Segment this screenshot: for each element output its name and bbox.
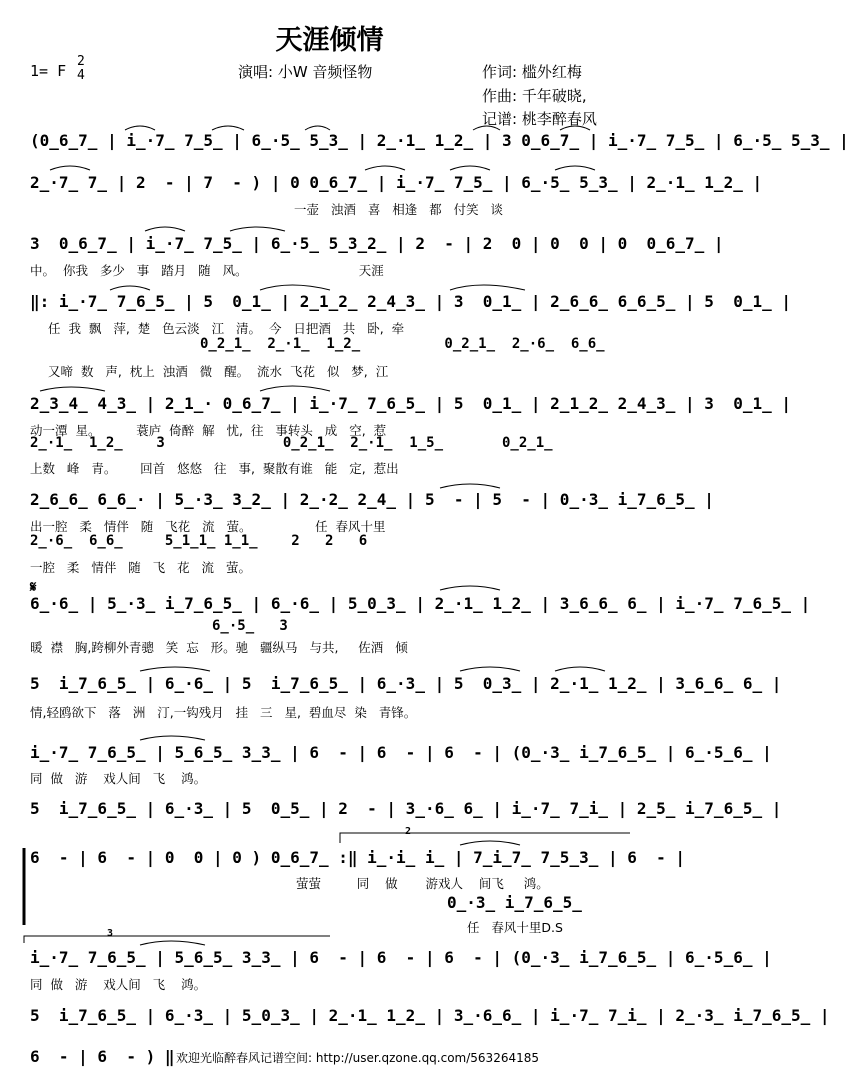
lyric-line-7: 出一腔 柔 情伴 随 飞花 流 萤。 任 春风十里: [30, 519, 386, 534]
lyric-line-1: 一壶 浊酒 喜 相逢 都 付笑 谈: [294, 202, 504, 217]
lyric-line-8: 一腔 柔 情伴 随 飞 花 流 萤。: [30, 560, 251, 575]
slur: [125, 126, 155, 130]
notation-line-11b: 0̲·3̲ i̲7̲6̲5̲: [447, 893, 582, 912]
lyric-line-12: 萤萤 同 做 游戏人 间飞 鸿。: [296, 876, 549, 891]
song-title: 天涯倾情: [275, 25, 384, 56]
notation-line-5: 2̲3̲4̲ 4̲3̲ | 2̲1̲· 0̲6̲7̲ | i̲·7̲ 7̲6̲5̲ | 5 0̲1̲ | 2̲1̲2̲ 2̲4̲3̲ | 3 0̲1̲ |: [30, 394, 791, 413]
lyricist-credit: 作词: 槛外红梅: [482, 63, 582, 81]
slur: [440, 586, 500, 590]
lyric-line-13: 任 春风十里D.S: [467, 920, 563, 935]
lyric-line-10: 情,轻鸥欲下 落 洲 汀,一钩残月 挂 三 星, 碧血尽 染 青锋。: [30, 705, 417, 720]
slur: [140, 667, 210, 671]
lyric-line-9: 暖 襟 胸,跨柳外青骢 笑 忘 形。驰 疆纵马 与共, 佐酒 倾: [30, 640, 408, 655]
notation-line-6: 2̲6̲6̲ 6̲6̲· | 5̲·3̲ 3̲2̲ | 2̲·2̲ 2̲4̲ | 5 - | 5 - | 0̲·3̲ i̲7̲6̲5̲ |: [30, 490, 714, 509]
volta-number-2: 2: [405, 826, 412, 837]
slur: [145, 227, 185, 231]
notation-line-6b: 2̲·6̲ 6̲6̲ 5̲1̲1̲ 1̲1̲ 2 2 6: [30, 533, 368, 549]
slur: [40, 387, 105, 391]
volta-number-3: 3: [107, 928, 114, 939]
slur: [555, 667, 605, 671]
lyric-line-6: 上数 峰 青。 回首 悠悠 往 事, 聚散有谁 能 定, 惹出: [30, 461, 399, 476]
slur: [140, 736, 205, 740]
time-signature-bottom: 4: [77, 68, 85, 83]
notation-line-7b: 6̲·5̲ 3: [212, 618, 288, 634]
lyric-line-11: 同 做 游 戏人间 飞 鸿。: [30, 771, 207, 786]
slur: [450, 166, 490, 170]
notation-line-4: ‖: i̲·7̲ 7̲6̲5̲ | 5 0̲1̲ | 2̲1̲2̲ 2̲4̲3̲ | 3 0̲1̲ | 2̲6̲6̲ 6̲6̲5̲ | 5 0̲1̲ |: [30, 292, 791, 311]
notation-line-12: i̲·7̲ 7̲6̲5̲ | 5̲6̲5̲ 3̲3̲ | 6 - | 6 - | 6 - | (0̲·3̲ i̲7̲6̲5̲ | 6̲·5̲6̲ |: [30, 948, 772, 967]
slur: [460, 667, 520, 671]
notation-line-10: 5 i̲7̲6̲5̲ | 6̲·3̲ | 5 0̲5̲ | 2 - | 3̲·6̲ 6̲ | i̲·7̲ 7̲i̲ | 2̲5̲ i̲7̲6̲5̲ |: [30, 799, 782, 818]
slur: [50, 166, 90, 170]
volta-bracket-2: [340, 833, 630, 843]
slur: [365, 166, 405, 170]
slur: [212, 126, 244, 130]
lyric-line-5: 动一潭 星。 蓑庐 倚醉 解 忧, 往 事转头 成 空, 惹: [30, 423, 387, 438]
slur: [260, 285, 330, 290]
slur: [450, 285, 525, 290]
slur: [260, 386, 330, 391]
notation-line-8: 5 i̲7̲6̲5̲ | 6̲·6̲ | 5 i̲7̲6̲5̲ | 6̲·3̲ | 5 0̲3̲ | 2̲·1̲ 1̲2̲ | 3̲6̲6̲ 6̲ |: [30, 674, 782, 693]
slur: [460, 841, 520, 845]
lyric-line-3: 任 我 飘 萍, 楚 色云淡 江 清。 今 日把酒 共 卧, 牵: [48, 321, 405, 336]
transcriber-credit: 记谱: 桃李醉春风: [482, 110, 597, 128]
notation-line-5b: 2̲·1̲ 1̲2̲ 3 0̲2̲1̲ 2̲·1̲ 1̲5̲ 0̲2̲1̲: [30, 435, 553, 451]
notation-line-4b: 0̲2̲1̲ 2̲·1̲ 1̲2̲ 0̲2̲1̲ 2̲·6̲ 6̲6̲: [200, 336, 605, 352]
notation-line-3: 3 0̲6̲7̲ | i̲·7̲ 7̲5̲ | 6̲·5̲ 5̲3̲2̲ | 2 - | 2 0 | 0 0 | 0 0̲6̲7̲ |: [30, 234, 724, 253]
slur: [230, 227, 285, 231]
lyric-line-2: 中。 你我 多少 事 踏月 随 风。 天涯: [30, 263, 384, 278]
notation-line-1: (0̲6̲7̲ | i̲·7̲ 7̲5̲ | 6̲·5̲ 5̲3̲ | 2̲·1̲ 1̲2̲ | 3 0̲6̲7̲ | i̲·7̲ 7̲5̲ | 6̲·5̲ 5̲3̲ |: [30, 131, 849, 150]
key-signature: 1= F: [30, 62, 67, 80]
volta-bracket-3: [24, 936, 330, 943]
notation-line-7: 6̲·6̲ | 5̲·3̲ i̲7̲6̲5̲ | 6̲·6̲ | 5̲0̲3̲ | 2̲·1̲ 1̲2̲ | 3̲6̲6̲ 6̲ | i̲·7̲ 7̲6̲5̲ |: [30, 594, 811, 613]
footer-link: 欢迎光临醉春风记谱空间: http://user.qzone.qq.com/563264185: [176, 1051, 540, 1065]
slur: [440, 484, 500, 488]
lyric-line-4: 又啼 数 声, 枕上 浊酒 微 醒。 流水 飞花 似 梦, 江: [48, 364, 389, 379]
slur: [555, 166, 595, 170]
notation-line-11: 6 - | 6 - | 0 0 | 0 ) 0̲6̲7̲ :‖ i̲·i̲ i̲ | 7̲i̲7̲ 7̲5̲3̲ | 6 - |: [30, 848, 686, 867]
singer-credit: 演唱: 小W 音频怪物: [238, 63, 373, 81]
composer-credit: 作曲: 千年破晓,: [482, 87, 587, 105]
lyric-line-14: 同 做 游 戏人间 飞 鸿。: [30, 977, 207, 992]
time-signature-top: 2: [77, 54, 85, 69]
notation-line-2: 2̲·7̲ 7̲ | 2 - | 7 - ) | 0 0̲6̲7̲ | i̲·7̲ 7̲5̲ | 6̲·5̲ 5̲3̲ | 2̲·1̲ 1̲2̲ |: [30, 173, 763, 192]
slur: [110, 286, 150, 290]
segno-sign: 𝄋: [30, 578, 37, 596]
notation-line-14: 6 - | 6 - ) ‖: [30, 1047, 175, 1066]
slur: [140, 941, 205, 945]
notation-line-9: i̲·7̲ 7̲6̲5̲ | 5̲6̲5̲ 3̲3̲ | 6 - | 6 - | 6 - | (0̲·3̲ i̲7̲6̲5̲ | 6̲·5̲6̲ |: [30, 743, 772, 762]
slur: [305, 126, 330, 130]
notation-line-13: 5 i̲7̲6̲5̲ | 6̲·3̲ | 5̲0̲3̲ | 2̲·1̲ 1̲2̲ | 3̲·6̲6̲ | i̲·7̲ 7̲i̲ | 2̲·3̲ i̲7̲6̲5̲ |: [30, 1006, 830, 1025]
